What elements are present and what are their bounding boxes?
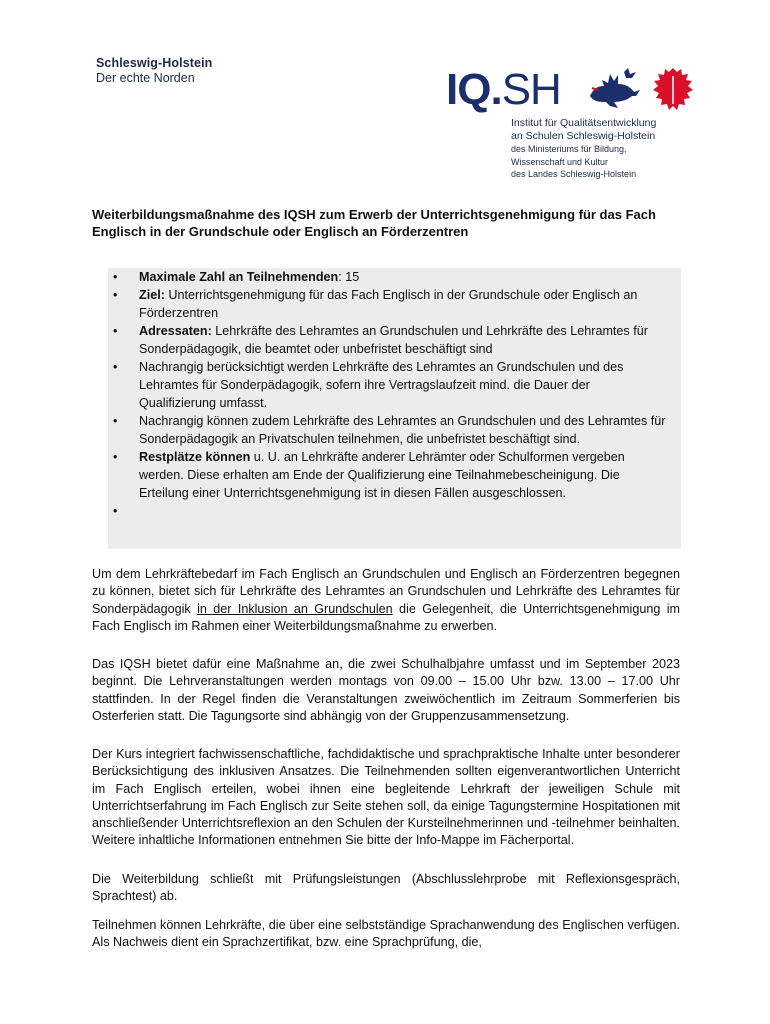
list-item-text: Unterrichtsgenehmigung für das Fach Englisch in der Grundschule oder Englisch an Förderzentren (139, 288, 638, 320)
ministry-line1: des Ministeriums für Bildung, (511, 144, 627, 154)
list-item-secondary-1 (108, 358, 668, 412)
sh-logo-line2: Der echte Norden (96, 71, 195, 85)
list-item-max-participants (108, 268, 668, 286)
paragraph-schedule: Das IQSH bietet dafür eine Maßnahme an, die zwei Schulhalbjahre umfasst und im September 2023 beginnt. Die Lehrveranstaltungen werden montags von 09.00 – 15.00 Uhr bzw. 13.00 – 17.00 Uhr stattfinden. In der Regel finden die Veranstaltungen zweiwöchentlich im Zeitraum Sommerferien bis Osterferien statt. Die Tagungsorte sind abhängig von der Gruppenzusammensetzung. (92, 657, 680, 723)
list-item-text: Nachrangig können zudem Lehrkräfte des Lehramtes an Grundschulen und des Lehramtes für Sonderpädagogik an Privatschulen teilnehmen, die unbefristet beschäftigt sind. (139, 414, 666, 446)
paragraph-demand (92, 566, 680, 635)
list-item-bold: Maximale Zahl an Teilnehmenden (139, 270, 339, 284)
iqsh-wordmark-bold: IQ. (446, 65, 502, 114)
list-item-remaining-places (108, 448, 668, 502)
bullet: • (113, 360, 118, 374)
list-item-text: u. U. an Lehrkräfte anderer Lehrämter oder Schulformen vergeben werden. Diese erhalten am Ende der Qualifizierung eine Teilnahmebescheinigung. Die Erteilung einer Unterrichtsgenehmigung ist in diesen Fällen ausgeschlossen. (139, 450, 625, 500)
list-item-bold: Adressaten: (139, 324, 212, 338)
iqsh-wordmark-rest: SH (501, 65, 561, 114)
institute-info (511, 117, 656, 181)
sh-logo-line1: Schleswig-Holstein (96, 56, 213, 70)
institute-line2: an Schulen Schleswig-Holstein (511, 130, 656, 142)
document-title: Weiterbildungsmaßnahme des IQSH zum Erwerb der Unterrichtsgenehmigung für das Fach Englisch in der Grundschule oder Englisch an Förderzentren (92, 207, 656, 239)
list-item-text: Lehrkräfte des Lehramtes an Grundschulen und Lehrkräfte des Lehramtes für Sonderpädagogik, die beamtet oder unbefristet beschäftigt sind (139, 324, 648, 356)
paragraph-exams: Die Weiterbildung schließt mit Prüfungsleistungen (Abschlusslehrprobe mit Reflexionsgespräch, Sprachtest) ab. (92, 872, 680, 904)
bullet: • (113, 288, 118, 302)
list-item-text: : 15 (338, 270, 360, 284)
bullet: • (113, 450, 118, 464)
paragraph-demand-after: die Gelegenheit, die Unterrichtsgenehmigung im Fach Englisch im Rahmen einer Weiterbildungsmaßnahme zu erwerben. (92, 601, 680, 633)
list-item-text: Nachrangig berücksichtigt werden Lehrkräfte des Lehramtes an Grundschulen und des Lehramtes für Sonderpädagogik, sofern ihre Vertragslaufzeit mind. die Dauer der Qualifizierung umfasst. (139, 360, 624, 410)
paragraph-demand-underlined: in der Inklusion an Grundschulen (197, 601, 393, 616)
list-item-addressees (108, 322, 668, 358)
list-item-empty (108, 502, 668, 520)
bullet: • (113, 324, 118, 338)
ministry-line3: des Landes Schleswig-Holstein (511, 169, 637, 179)
paragraph-course-content: Der Kurs integriert fachwissenschaftliche, fachdidaktische und sprachpraktische Inhalte unter besonderer Berücksichtigung des inklusiven Ansatzes. Die Teilnehmenden sollten eigenverantwortlichen Unterricht im Fach Englisch erteilen, wobei ihnen eine begleitende Lehrkraft der jeweiligen Schule mit Unterrichtserfahrung im Fach Englisch zur Seite stehen soll, da einige Tagungstermine Hospitationen mit anschließender Unterrichtsreflexion an den Schulen der Kursteilnehmerinnen und -teilnehmer beinhalten. Weitere inhaltliche Informationen entnehmen Sie bitte der Info-Mappe im Fächerportal. (92, 747, 680, 848)
schleswig-holstein-logo (96, 56, 212, 85)
info-list (108, 268, 668, 520)
paragraph-demand-before: Um dem Lehrkräftebedarf im Fach Englisch an Grundschulen und Englisch an Förderzentren begegnen zu können, bietet sich für Lehrkräfte des Lehramtes an Grundschulen und Lehrkräfte des Lehramtes für Sonderpädagogik (92, 567, 680, 616)
list-item-goal (108, 286, 668, 322)
bullet: • (113, 504, 118, 518)
paragraph-requirements: Teilnehmen können Lehrkräfte, die über eine selbstständige Sprachanwendung des Englischen verfügen. Als Nachweis dient ein Sprachzertifikat, bzw. eine Sprachprüfung, die, (92, 918, 680, 950)
list-item-secondary-2 (108, 412, 668, 448)
iqsh-wordmark (446, 66, 561, 114)
list-item-bold: Restplätze können (139, 450, 251, 464)
list-item-bold: Ziel: (139, 288, 165, 302)
ministry-line2: Wissenschaft und Kultur (511, 156, 609, 167)
institute-line1: Institut für Qualitätsentwicklung (511, 117, 657, 129)
bullet: • (113, 414, 118, 428)
nettle-leaf-icon (651, 66, 695, 112)
lion-icon (584, 66, 642, 110)
bullet: • (113, 270, 118, 284)
iqsh-logo (446, 66, 706, 114)
